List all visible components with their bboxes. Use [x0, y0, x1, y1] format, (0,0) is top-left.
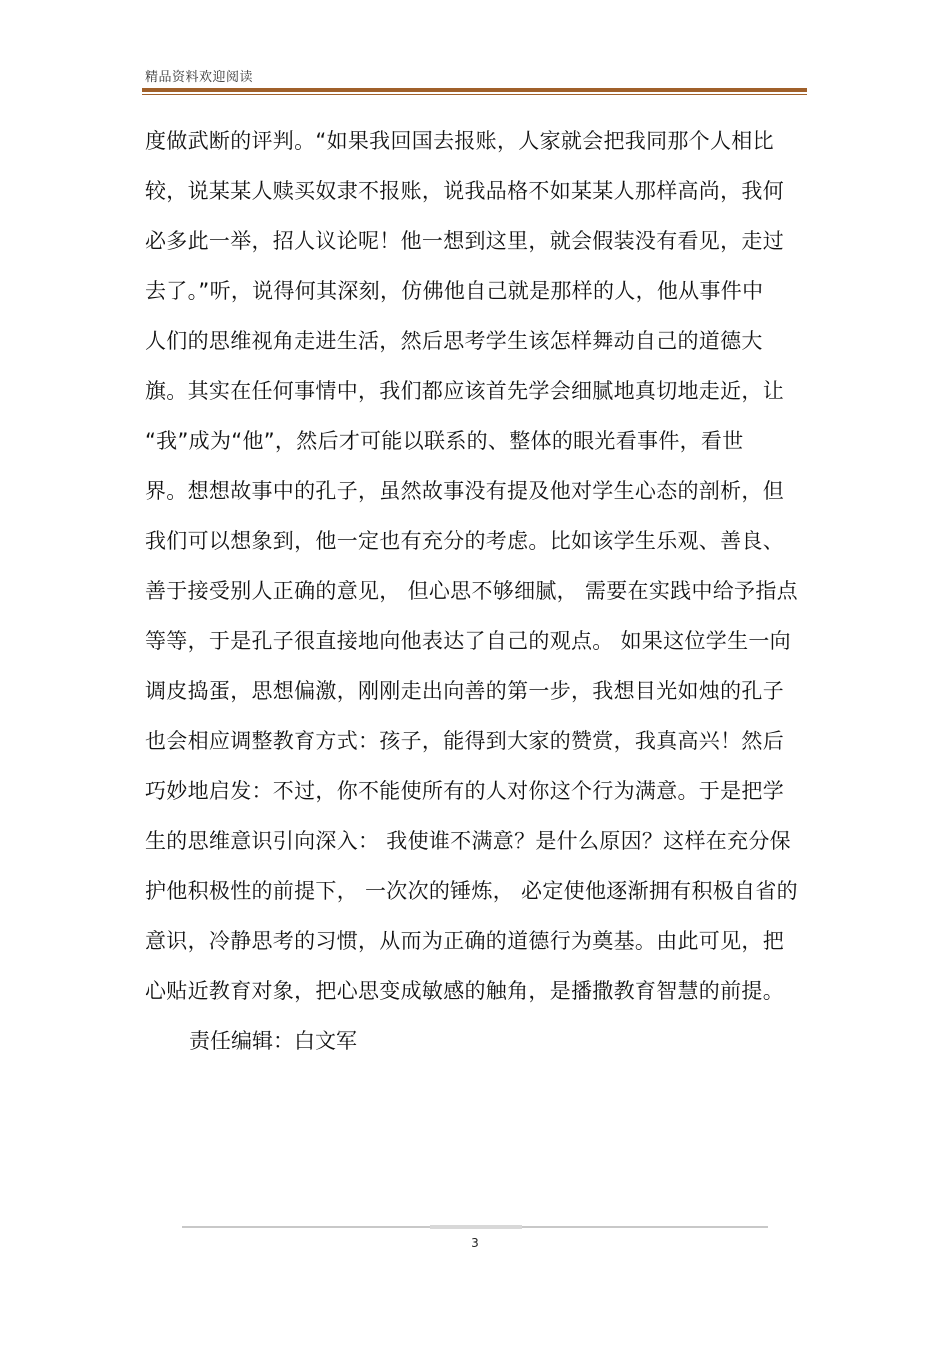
body-line: 善于接受别人正确的意见， 但心思不够细腻， 需要在实践中给予指点 — [145, 579, 798, 603]
body-line: 旗。其实在任何事情中，我们都应该首先学会细腻地真切地走近，让 — [145, 379, 784, 403]
body-line: 度做武断的评判。“如果我回国去报账，人家就会把我同那个人相比 — [145, 129, 774, 153]
body-line: “我”成为“他”，然后才可能以联系的、整体的眼光看事件，看世 — [145, 429, 744, 453]
header-divider — [142, 88, 807, 96]
body-line: 心贴近教育对象，把心思变成敏感的触角，是播撒教育智慧的前提。 — [145, 979, 784, 1003]
editor-credit: 责任编辑：白文军 — [189, 1029, 357, 1053]
header-title: 精品资料欢迎阅读 — [145, 70, 254, 85]
body-line: 意识，冷静思考的习惯，从而为正确的道德行为奠基。由此可见，把 — [145, 929, 784, 953]
page-number: 3 — [471, 1236, 479, 1250]
header-divider-thin — [142, 94, 807, 95]
body-line: 较，说某某人赎买奴隶不报账，说我品格不如某某人那样高尚，我何 — [145, 179, 784, 203]
body-line: 界。想想故事中的孔子，虽然故事没有提及他对学生心态的剖析，但 — [145, 479, 784, 503]
body-line: 也会相应调整教育方式：孩子，能得到大家的赞赏，我真高兴！然后 — [145, 729, 784, 753]
body-line: 等等，于是孔子很直接地向他表达了自己的观点。 如果这位学生一向 — [145, 629, 791, 653]
body-line: 生的思维意识引向深入： 我使谁不满意？是什么原因？这样在充分保 — [145, 829, 791, 853]
body-line: 调皮捣蛋，思想偏激，刚刚走出向善的第一步，我想目光如烛的孔子 — [145, 679, 784, 703]
body-line: 巧妙地启发：不过，你不能使所有的人对你这个行为满意。于是把学 — [145, 779, 784, 803]
body-line: 护他积极性的前提下， 一次次的锤炼， 必定使他逐渐拥有积极自省的 — [145, 879, 798, 903]
body-line: 人们的思维视角走进生活，然后思考学生该怎样舞动自己的道德大 — [145, 329, 763, 353]
article-body — [145, 116, 805, 1016]
footer-divider-accent — [430, 1225, 522, 1229]
footer-divider — [182, 1226, 768, 1228]
body-line: 去了。”听，说得何其深刻，仿佛他自己就是那样的人，他从事件中 — [145, 279, 764, 303]
body-line: 我们可以想象到，他一定也有充分的考虑。比如该学生乐观、善良、 — [145, 529, 784, 553]
body-line: 必多此一举，招人议论呢！他一想到这里，就会假装没有看见，走过 — [145, 229, 784, 253]
header-divider-thick — [142, 88, 807, 92]
